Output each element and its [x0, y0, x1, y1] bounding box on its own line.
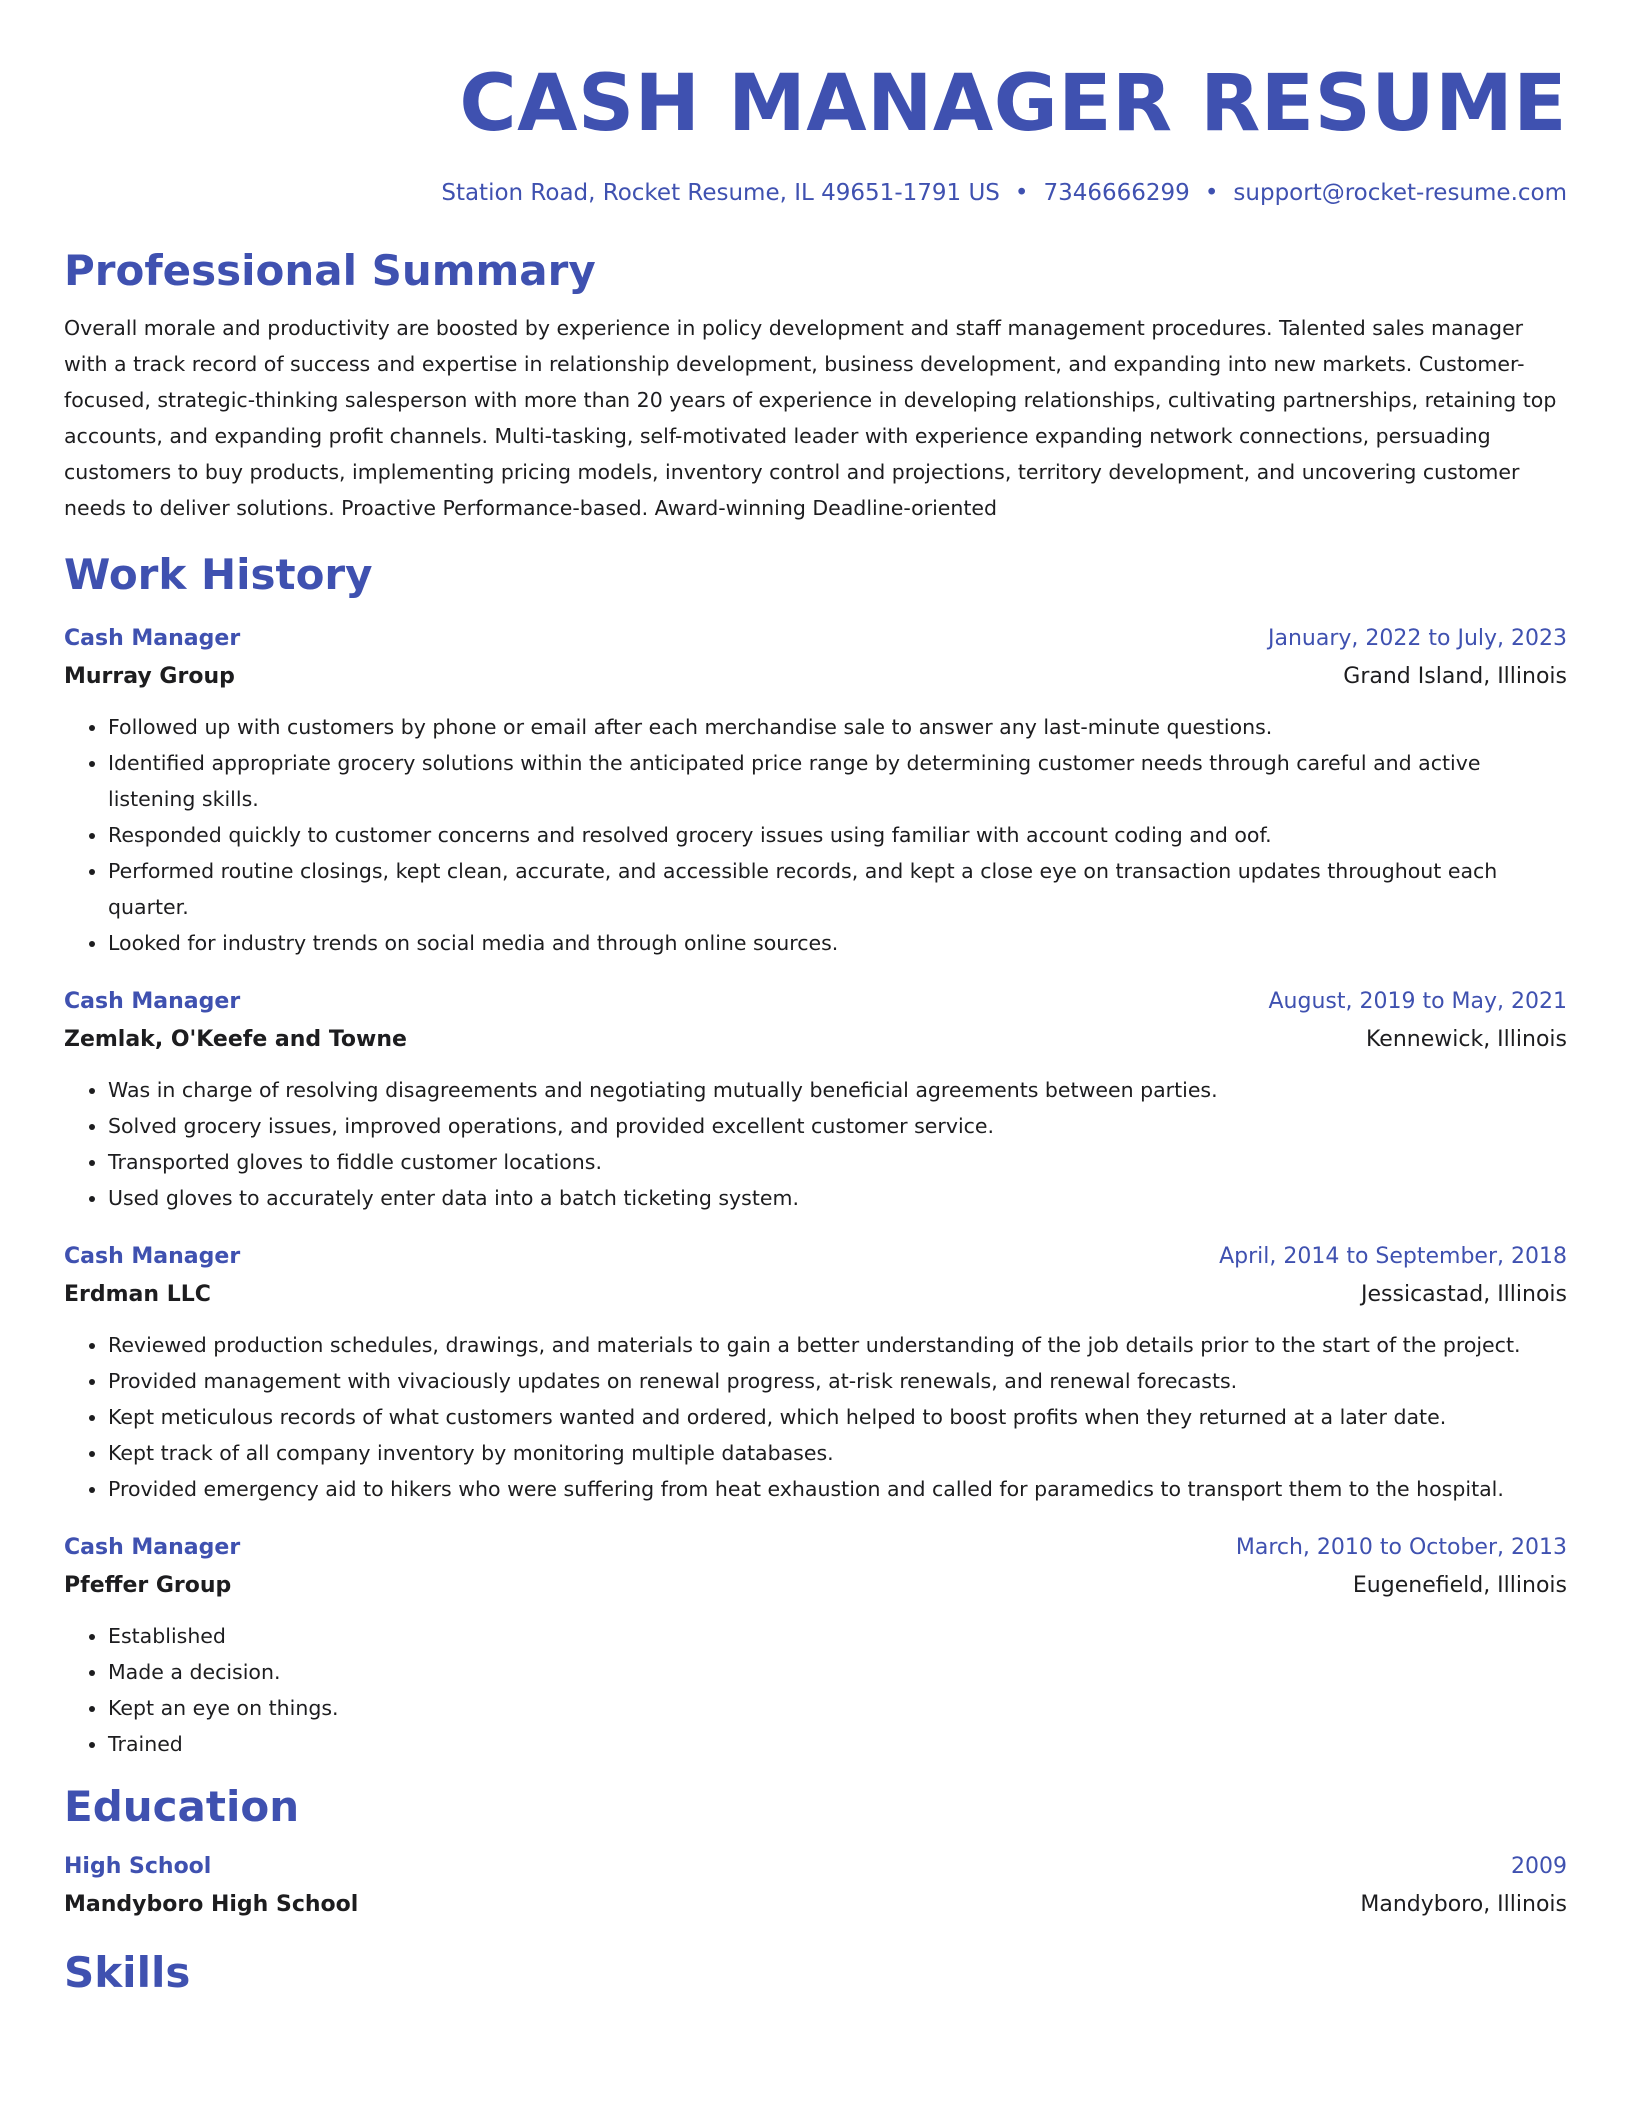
job-dates: January, 2022 to July, 2023 [1268, 626, 1567, 651]
job-entry [64, 1529, 1567, 1762]
job-bullet: • Established [108, 1618, 1567, 1654]
resume-header [64, 56, 1567, 208]
job-dates: April, 2014 to September, 2018 [1219, 1244, 1567, 1269]
job-bullet: • Reviewed production schedules, drawings, and materials to gain a better understanding of the job details prior to the start of the project. [108, 1327, 1567, 1363]
job-bullets [64, 1327, 1567, 1507]
job-bullet: • Provided management with vivaciously updates on renewal progress, at-risk renewals, and renewal forecasts. [108, 1363, 1567, 1399]
job-location: Jessicastad, Illinois [1361, 1282, 1567, 1307]
job-bullet: • Looked for industry trends on social media and through online sources. [108, 925, 1567, 961]
job-title: Cash Manager [64, 1535, 241, 1560]
job-bullet: • Responded quickly to customer concerns and resolved grocery issues using familiar with account coding and oof. [108, 817, 1567, 853]
job-company: Murray Group [64, 664, 235, 689]
job-bullet: • Solved grocery issues, improved operations, and provided excellent customer service. [108, 1108, 1567, 1144]
job-dates: March, 2010 to October, 2013 [1235, 1535, 1567, 1560]
section-title-skills: Skills [64, 1948, 191, 1997]
job-title: Cash Manager [64, 1244, 241, 1269]
job-entry [64, 1238, 1567, 1507]
job-bullet: • Identified appropriate grocery solutions within the anticipated price range by determining customer needs through careful and active listening skills. [108, 745, 1567, 817]
job-bullet: • Trained [108, 1726, 1567, 1762]
job-entry [64, 620, 1567, 961]
job-bullet: • Kept track of all company inventory by monitoring multiple databases. [108, 1435, 1567, 1471]
job-bullet: • Was in charge of resolving disagreements and negotiating mutually beneficial agreements between parties. [108, 1072, 1567, 1108]
contact-address: Station Road, Rocket Resume, IL 49651-1791 US [441, 180, 1000, 206]
section-title-education: Education [64, 1782, 300, 1831]
job-bullet: • Provided emergency aid to hikers who were suffering from heat exhaustion and called for paramedics to transport them to the hospital. [108, 1471, 1567, 1507]
job-company: Pfeffer Group [64, 1573, 232, 1598]
job-title: Cash Manager [64, 626, 241, 651]
education-degree: High School [64, 1854, 212, 1879]
contact-separator: • [1204, 180, 1219, 206]
job-bullets [64, 1618, 1567, 1762]
job-bullets [64, 1072, 1567, 1216]
job-company: Zemlak, O'Keefe and Towne [64, 1027, 407, 1052]
summary-text: Overall morale and productivity are boosted by experience in policy development and staff management procedures. Talented sales manager with a track record of success and expertise in relationship development, business development, and expanding into new markets. Customer-focused, strategic-thinking salesperson with more than 20 years of experience in developing relationships, cultivating partnerships, retaining top accounts, and expanding profit channels. Multi-tasking, self-motivated leader with experience expanding network connections, persuading customers to buy products, implementing pricing models, inventory control and projections, territory development, and uncovering customer needs to deliver solutions. Proactive Performance-based. Award-winning Deadline-oriented [64, 316, 1557, 520]
contact-line [64, 178, 1567, 208]
work-history-list [64, 620, 1567, 1762]
education-year: 2009 [1511, 1854, 1567, 1879]
contact-email: support@rocket-resume.com [1233, 180, 1567, 206]
job-bullet: • Kept meticulous records of what customers wanted and ordered, which helped to boost profits when they returned at a later date. [108, 1399, 1567, 1435]
job-company: Erdman LLC [64, 1282, 211, 1307]
contact-phone: 7346666299 [1043, 180, 1190, 206]
job-bullet: • Used gloves to accurately enter data into a batch ticketing system. [108, 1180, 1567, 1216]
job-location: Eugenefield, Illinois [1352, 1573, 1567, 1598]
job-bullet: • Performed routine closings, kept clean, accurate, and accessible records, and kept a close eye on transaction updates throughout each quarter. [108, 853, 1567, 925]
contact-separator: • [1014, 180, 1029, 206]
job-bullets [64, 709, 1567, 961]
job-bullet: • Made a decision. [108, 1654, 1567, 1690]
job-bullet: • Kept an eye on things. [108, 1690, 1567, 1726]
job-location: Kennewick, Illinois [1365, 1027, 1567, 1052]
job-bullet: • Transported gloves to fiddle customer locations. [108, 1144, 1567, 1180]
job-entry [64, 983, 1567, 1216]
resume-page [64, 56, 1567, 2000]
section-title-summary: Professional Summary [64, 246, 596, 295]
resume-title: CASH MANAGER RESUME [459, 59, 1567, 149]
education-entry [64, 1848, 1567, 1924]
job-title: Cash Manager [64, 989, 241, 1014]
job-dates: August, 2019 to May, 2021 [1268, 989, 1567, 1014]
job-location: Grand Island, Illinois [1343, 664, 1567, 689]
section-title-work-history: Work History [64, 550, 373, 599]
job-bullet: • Followed up with customers by phone or email after each merchandise sale to answer any last-minute questions. [108, 709, 1567, 745]
education-school: Mandyboro High School [64, 1892, 359, 1917]
education-location: Mandyboro, Illinois [1360, 1892, 1567, 1917]
